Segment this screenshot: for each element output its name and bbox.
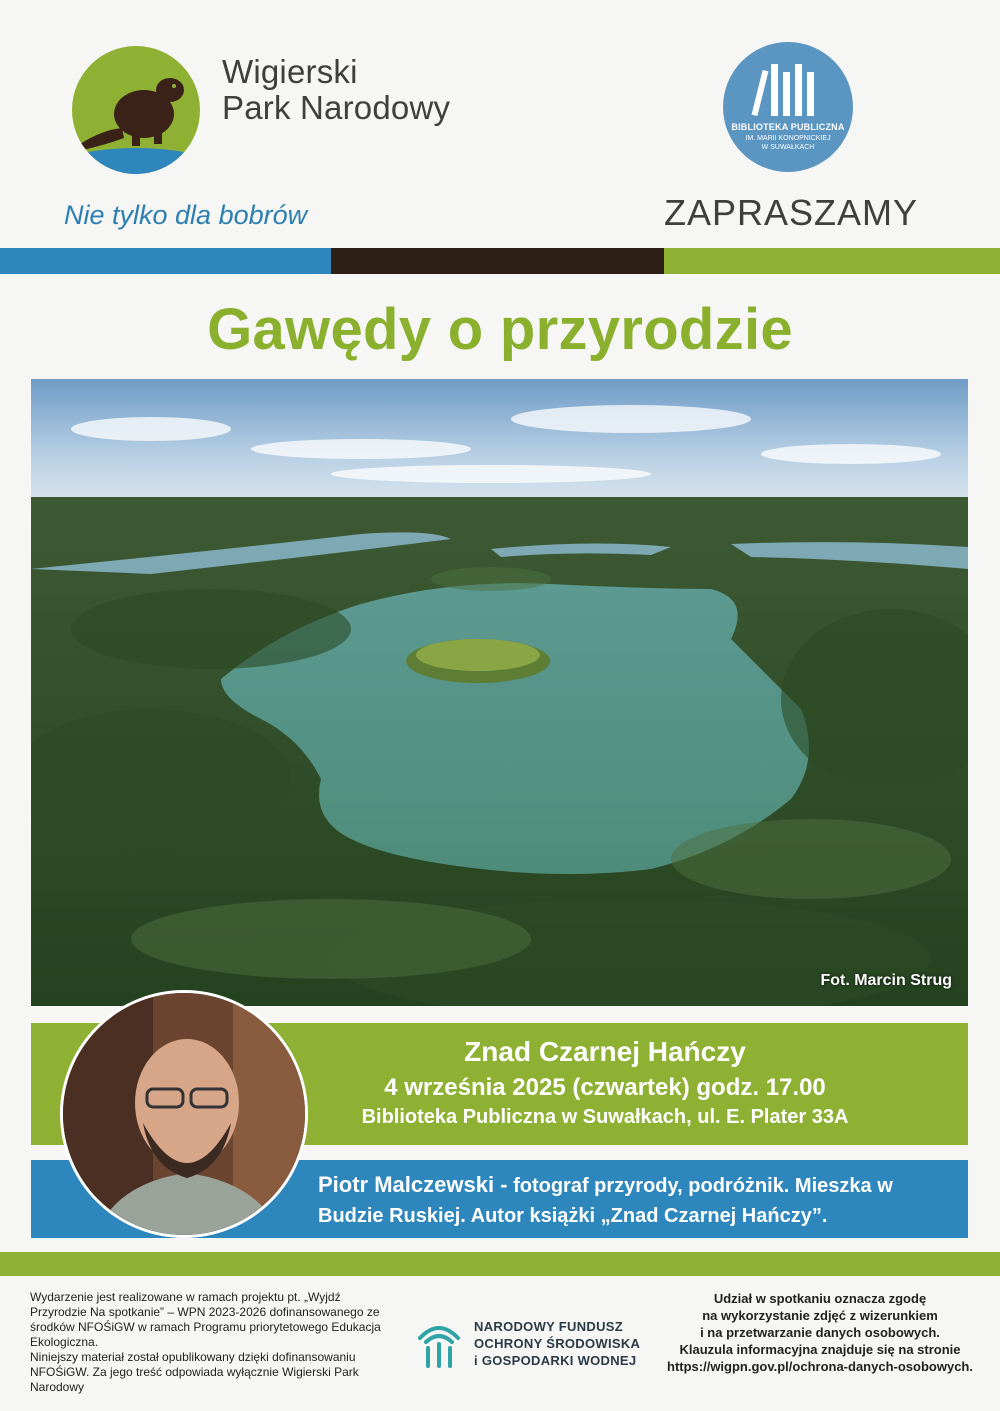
stripe-brown	[331, 248, 664, 274]
color-stripe	[0, 248, 1000, 274]
consent-line4: Klauzula informacyjna znajduje się na stronie	[679, 1342, 961, 1357]
library-logo	[723, 42, 853, 172]
speaker-description	[318, 1170, 958, 1231]
nfosigw-name	[474, 1318, 640, 1369]
project-text: Wydarzenie jest realizowane w ramach projektu pt. „Wyjdź Przyrodzie Na spotkanie” – WPN 2023-2026 dofinansowanego ze środków NFOŚiGW w ramach Programu priorytetowego Edukacja Ekologiczna.	[30, 1290, 381, 1349]
library-city: W SUWAŁKACH	[761, 144, 815, 151]
speaker-portrait	[60, 990, 308, 1238]
fund-line3: i GOSPODARKI WODNEJ	[474, 1353, 637, 1368]
speaker-bio: fotograf przyrody, podróżnik. Mieszka w Budzie Ruskiej. Autor książki „Znad Czarnej Hańczy”.	[318, 1175, 893, 1227]
event-place: Biblioteka Publiczna w Suwałkach, ul. E. Plater 33A	[361, 1106, 849, 1128]
invite-heading: ZAPRASZAMY	[664, 192, 919, 233]
consent-line2: na wykorzystanie zdjęć z wizerunkiem	[702, 1308, 938, 1323]
stripe-green	[664, 248, 1000, 274]
nfosigw-logo-icon	[414, 1316, 464, 1370]
consent-line1: Udział w spotkaniu oznacza zgodę	[713, 1291, 927, 1306]
privacy-link[interactable]: https://wigpn.gov.pl/ochrona-danych-osobowych.	[667, 1359, 973, 1374]
publication-text: Niniejszy materiał został opublikowany dzięki dofinansowaniu NFOŚiGW. Za jego treść odpowiada wyłącznie Wigierski Park Narodowy	[30, 1350, 359, 1394]
event-title: Znad Czarnej Hańczy	[464, 1036, 746, 1067]
fund-line2: OCHRONY ŚRODOWISKA	[474, 1336, 641, 1351]
library-books-icon	[723, 42, 853, 172]
beaver-logo-icon	[72, 46, 200, 174]
project-info	[30, 1290, 400, 1395]
lake-photo	[31, 379, 968, 1006]
lake-landscape-image	[31, 379, 968, 1006]
page-title: Gawędy o przyrodzie	[207, 297, 793, 362]
park-name	[222, 54, 450, 126]
park-name-line2: Park Narodowy	[222, 89, 451, 126]
tagline: Nie tylko dla bobrów	[64, 200, 308, 230]
event-date: 4 września 2025 (czwartek) godz. 17.00	[384, 1074, 826, 1101]
library-patron: IM. MARII KONOPNICKIEJ	[745, 135, 831, 142]
library-name: BIBLIOTEKA PUBLICZNA	[731, 122, 845, 132]
consent-line3: i na przetwarzanie danych osobowych.	[700, 1325, 940, 1340]
photo-credit: Fot. Marcin Strug	[820, 972, 952, 989]
consent-info	[660, 1290, 980, 1375]
bottom-green-bar	[0, 1252, 1000, 1276]
stripe-blue	[0, 248, 331, 274]
park-name-line1: Wigierski	[222, 53, 358, 90]
speaker-photo-image	[63, 993, 308, 1238]
fund-line1: NARODOWY FUNDUSZ	[474, 1319, 623, 1334]
speaker-name: Piotr Malczewski -	[318, 1172, 508, 1197]
